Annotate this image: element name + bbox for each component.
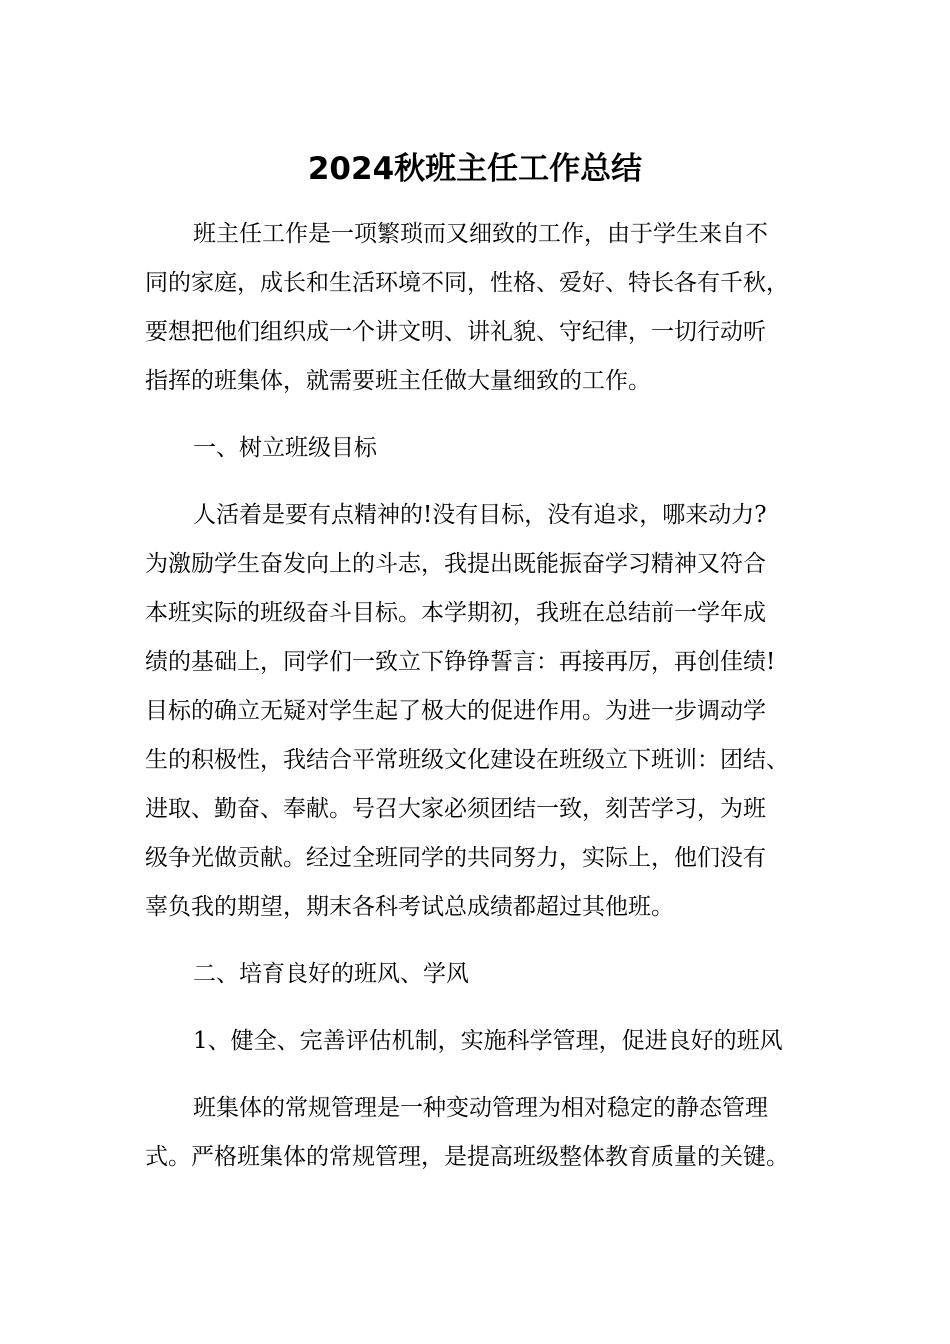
- paragraph-management: [145, 1084, 805, 1182]
- text-line: 人活着是要有点精神的!没有目标，没有追求，哪来动力?: [193, 502, 767, 528]
- text-line: 绩的基础上，同学们一致立下铮铮誓言：再接再厉，再创佳绩!: [145, 649, 776, 675]
- paragraph-gap: [145, 473, 805, 491]
- text-line: 目标的确立无疑对学生起了极大的促进作用。为进一步调动学: [145, 698, 766, 724]
- text-line: 辜负我的期望，期末各科考试总成绩都超过其他班。: [145, 894, 674, 920]
- text-line: 生的积极性，我结合平常班级文化建设在班级立下班训：团结、: [145, 747, 789, 773]
- document-body: [145, 210, 805, 1182]
- text-line: 式。严格班集体的常规管理，是提高班级整体教育质量的关键。: [145, 1144, 789, 1170]
- text-line: 要想把他们组织成一个讲文明、讲礼貌、守纪律，一切行动听: [145, 319, 766, 345]
- text-line: 为激励学生奋发向上的斗志，我提出既能振奋学习精神又符合: [145, 551, 766, 577]
- subsection-heading: 1、健全、完善评估机制，实施科学管理，促进良好的班风: [193, 1028, 783, 1054]
- text-line: 班主任工作是一项繁琐而又细致的工作，由于学生来自不: [193, 221, 768, 247]
- text-line: 班集体的常规管理是一种变动管理为相对稳定的静态管理: [193, 1095, 768, 1121]
- paragraph-goals: [145, 491, 805, 932]
- section-heading: 一、树立班级目标: [193, 435, 377, 461]
- text-line: 本班实际的班级奋斗目标。本学期初，我班在总结前一学年成: [145, 600, 766, 626]
- document-title: 2024秋班主任工作总结: [307, 151, 643, 187]
- text-line: 级争光做贡献。经过全班同学的共同努力，实际上，他们没有: [145, 845, 766, 871]
- text-line: 进取、勤奋、奉献。号召大家必须团结一致，刻苦学习，为班: [145, 796, 766, 822]
- paragraph-gap: [145, 999, 805, 1017]
- paragraph-intro: [145, 210, 805, 406]
- heading-subsection-1: [145, 1017, 805, 1066]
- paragraph-gap: [145, 1066, 805, 1084]
- paragraph-gap: [145, 932, 805, 950]
- paragraph-gap: [145, 406, 805, 424]
- heading-section-1: [145, 424, 805, 473]
- text-line: 同的家庭，成长和生活环境不同，性格、爱好、特长各有千秋，: [145, 270, 789, 296]
- section-heading: 二、培育良好的班风、学风: [193, 961, 469, 987]
- text-line: 指挥的班集体，就需要班主任做大量细致的工作。: [145, 368, 651, 394]
- heading-section-2: [145, 950, 805, 999]
